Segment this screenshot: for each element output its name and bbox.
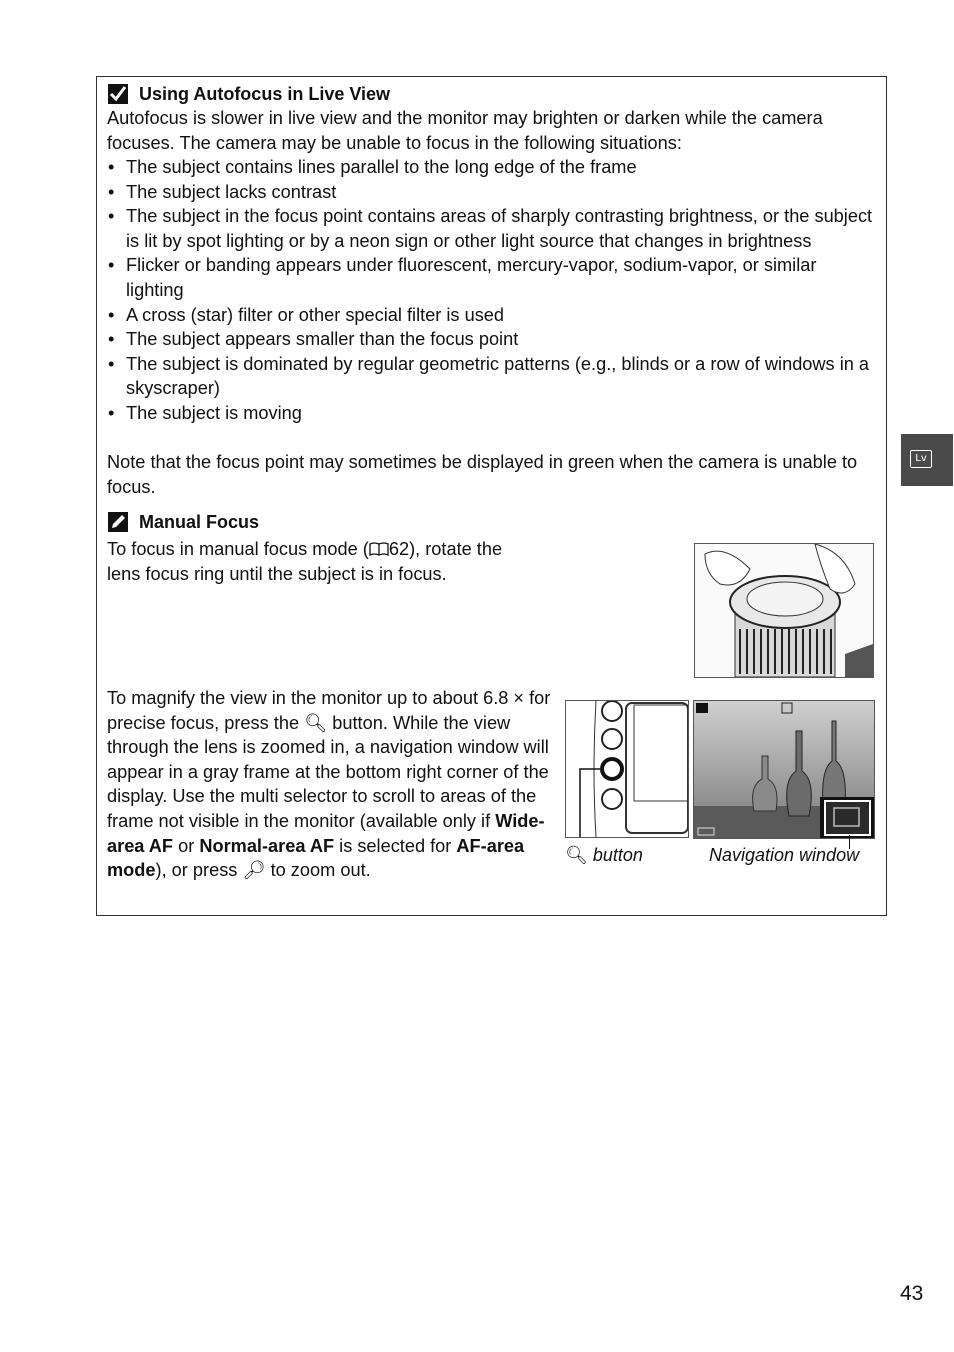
camera-buttons-drawing bbox=[566, 701, 688, 837]
list-item: • Flicker or banding appears under fluorescent, mercury-vapor, sodium-vapor, or similar lighting bbox=[107, 253, 877, 302]
list-item: • A cross (star) filter or other special filter is used bbox=[107, 303, 877, 328]
lens-drawing bbox=[695, 544, 873, 677]
camera-back-illustration bbox=[565, 700, 689, 838]
zoomed-monitor-illustration bbox=[693, 700, 875, 839]
book-reference-icon bbox=[369, 542, 389, 556]
manual-focus-paragraph-1: To focus in manual focus mode ( 62), rotate the lens focus ring until the subject is in focus. bbox=[107, 539, 503, 584]
notes-box bbox=[96, 76, 887, 916]
zoom-in-icon: 🔍︎ bbox=[304, 712, 328, 733]
section-tab-live-view bbox=[901, 434, 953, 486]
live-view-icon: Lv bbox=[910, 450, 932, 468]
autofocus-intro: Autofocus is slower in live view and the monitor may brighten or darken while the camera focuses. The camera may be unable to focus in the following situations: bbox=[107, 108, 823, 153]
manual-focus-heading: Manual Focus bbox=[107, 511, 259, 533]
perfume-bottles-drawing bbox=[694, 701, 874, 838]
pencil-note-icon bbox=[107, 511, 129, 533]
list-item: • The subject is dominated by regular geometric patterns (e.g., blinds or a row of windows in a skyscraper) bbox=[107, 352, 877, 401]
zoom-out-thumbnail-icon: 🔎︎ bbox=[242, 860, 266, 881]
list-item: • The subject is moving bbox=[107, 401, 877, 426]
page-number: 43 bbox=[900, 1282, 924, 1305]
navigation-window-caption: Navigation window bbox=[709, 845, 860, 865]
autofocus-heading: Using Autofocus in Live View bbox=[107, 83, 390, 105]
list-item: • The subject appears smaller than the focus point bbox=[107, 327, 877, 352]
zoom-in-icon: 🔍︎ bbox=[565, 845, 588, 865]
list-item: • The subject in the focus point contains areas of sharply contrasting brightness, or the subject is lit by spot lighting or by a neon sign or other light source that changes in brightness bbox=[107, 204, 877, 253]
manual-focus-paragraph-2: To magnify the view in the monitor up to about 6.8 × for precise focus, press the 🔍︎ button. While the view through the lens is zoomed in, a navigation window will appear in a gray frame at the bottom right corner of the display. Use the multi selector to scroll to areas of the frame not visible in the monitor (available only if Wide-area AF or Normal-area AF is selected for AF-area mode), or press 🔎︎ to zoom out. bbox=[107, 688, 551, 881]
list-item: • The subject contains lines parallel to the long edge of the frame bbox=[107, 155, 877, 180]
lens-focus-ring-illustration bbox=[694, 543, 874, 678]
caution-check-icon bbox=[107, 83, 129, 105]
autofocus-situations-list bbox=[107, 155, 877, 426]
button-caption: 🔍︎ button bbox=[565, 845, 643, 865]
list-item: • The subject lacks contrast bbox=[107, 180, 877, 205]
autofocus-note: Note that the focus point may sometimes be displayed in green when the camera is unable to focus. bbox=[107, 452, 858, 497]
